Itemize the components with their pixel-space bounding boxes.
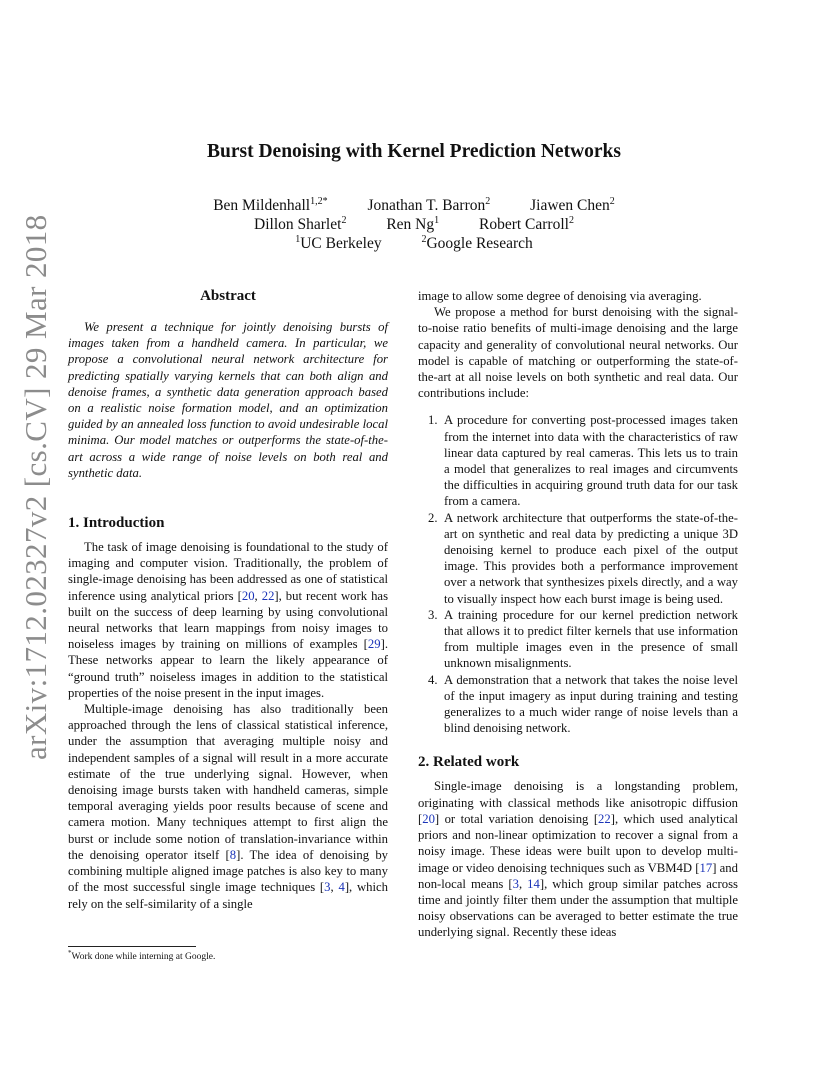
citation-link[interactable]: 17 xyxy=(699,860,713,875)
author: Jonathan T. Barron$^2$ xyxy=(367,195,491,214)
list-item: 4. A demonstration that a network that takes the noise level of the input imagery as input during training and testing generalizes to a much wider range of noise levels than a blind denoising network. xyxy=(428,672,738,736)
list-item: 2. A network architecture that outperforms the state-of-the-art on synthetic and real data by predicting a unique 3D denoising kernel to produce each pixel of the output image. This provides both a performance improvement over a network that synthesizes pixels directly, and a way to visually inspect how each burst image is being used. xyxy=(428,510,738,606)
citation-link[interactable]: 22 xyxy=(598,811,611,826)
intro-paragraph-2: Multiple-image denoising has also traditionally been approached through the lens of classical statistical inference, under the assumption that averaging multiple noisy and independent samples of a signal will result in a more accurate estimate of the true underlying signal. However, when denoising image bursts taken with handheld cameras, simple temporal averaging yields poor results because of scene and camera motion. Many techniques attempt to first align the burst or include some notion of translation-invariance within the denoising operator itself [8]. The idea of denoising by combining multiple aligned image patches is also key to many of the most successful single image techniques [3, 4], which rely on the self-similarity of a single xyxy=(68,702,389,911)
list-item: 3. A training procedure for our kernel prediction network that allows it to predict filter kernels that use information from multiple images even in the presence of small unknown misalignments. xyxy=(428,607,738,671)
footnote-divider xyxy=(68,946,196,947)
citation-link[interactable]: 20 xyxy=(422,811,435,826)
contributions-list xyxy=(418,412,738,736)
list-item: 1. A procedure for converting post-processed images taken from the internet into data with the characteristics of raw linear data captured by real cameras. This lets us to train a model that generalizes to real images and circumvents the difficulties in acquiring ground truth data for our task from a camera. xyxy=(428,413,738,509)
author: Robert Carroll$^2$ xyxy=(478,214,574,233)
author-row-2 xyxy=(0,215,828,234)
intro-paragraph-1: The task of image denoising is foundational to the study of imaging and computer vision. Traditionally, the problem of single-image denoising has been addressed as one of statistical inference using analytical priors [20, 22], but recent work has built on the success of deep learning by using convolutional neural networks that learn mappings from noisy images to noiseless images by training on millions of examples [29]. These networks appear to learn the likely appearance of “ground truth” noiseless images in addition to the statistical properties of the noise present in the input images. xyxy=(68,540,389,700)
citation-link[interactable]: 22 xyxy=(261,588,275,603)
left-column xyxy=(68,288,388,912)
right-column xyxy=(418,288,738,941)
author: Ben Mildenhall$^{1,2*}$ xyxy=(213,195,328,214)
affiliation: $^1$UC Berkeley xyxy=(295,233,382,252)
related-paragraph-1: Single-image denoising is a longstanding problem, originating with classical methods like anisotropic diffusion [20] or total variation denoising [22], which used analytical priors and non-linear optimization to recover a signal from a noisy image. These ideas were built upon to develop multi-image or video denoising techniques such as VBM4D [17] and non-local means [3, 14], which group similar patches across time and jointly filter them under the assumption that multiple noisy observations can be averaged to better estimate the true underlying signal. Recently these ideas xyxy=(418,779,738,940)
related-work-heading: 2. Related work xyxy=(418,754,520,771)
citation-link[interactable]: 3 xyxy=(512,876,519,891)
intro-paragraph-3: image to allow some degree of denoising via averaging. xyxy=(418,289,702,303)
citation-link[interactable]: 4 xyxy=(338,880,345,895)
intro-paragraph-4: We propose a method for burst denoising with the signal-to-noise ratio benefits of multi-image denoising and the large capacity and generality of convolutional neural networks. Our model is capable of matching or outperforming the state-of-the-art at all noise levels on both synthetic and real data. Our contributions include: xyxy=(418,305,738,401)
citation-link[interactable]: 14 xyxy=(527,876,540,891)
author: Dillon Sharlet$^2$ xyxy=(254,214,347,233)
abstract-text: We present a technique for jointly denoising bursts of images taken from a handheld camera. In particular, we propose a convolutional neural network architecture for predicting spatially varying kernels that can both align and denoise frames, a synthetic data generation approach based on a realistic noise formation model, and an optimization guided by an annealed loss function to avoid undesirable local minima. Our model matches or outperforms the state-of-the-art across a wide range of noise levels on both real and synthetic data. xyxy=(68,320,388,480)
author-row-1 xyxy=(0,196,828,215)
affiliation-row xyxy=(0,234,828,253)
abstract-heading: Abstract xyxy=(200,288,256,304)
affiliation: $^2$Google Research xyxy=(421,233,533,252)
citation-link[interactable]: 29 xyxy=(367,637,381,652)
citation-link[interactable]: 3 xyxy=(324,880,331,895)
paper-title: Burst Denoising with Kernel Prediction Networks xyxy=(207,141,621,162)
author-block xyxy=(0,196,828,253)
author: Jiawen Chen$^2$ xyxy=(530,195,615,214)
footnote: *Work done while interning at Google. xyxy=(68,948,216,962)
citation-link[interactable]: 20 xyxy=(241,588,255,603)
author: Ren Ng$^1$ xyxy=(386,214,440,233)
arxiv-identifier: arXiv:1712.02327v2 [cs.CV] 29 Mar 2018 xyxy=(18,214,53,760)
introduction-heading: 1. Introduction xyxy=(68,515,165,532)
citation-link[interactable]: 8 xyxy=(229,847,237,862)
